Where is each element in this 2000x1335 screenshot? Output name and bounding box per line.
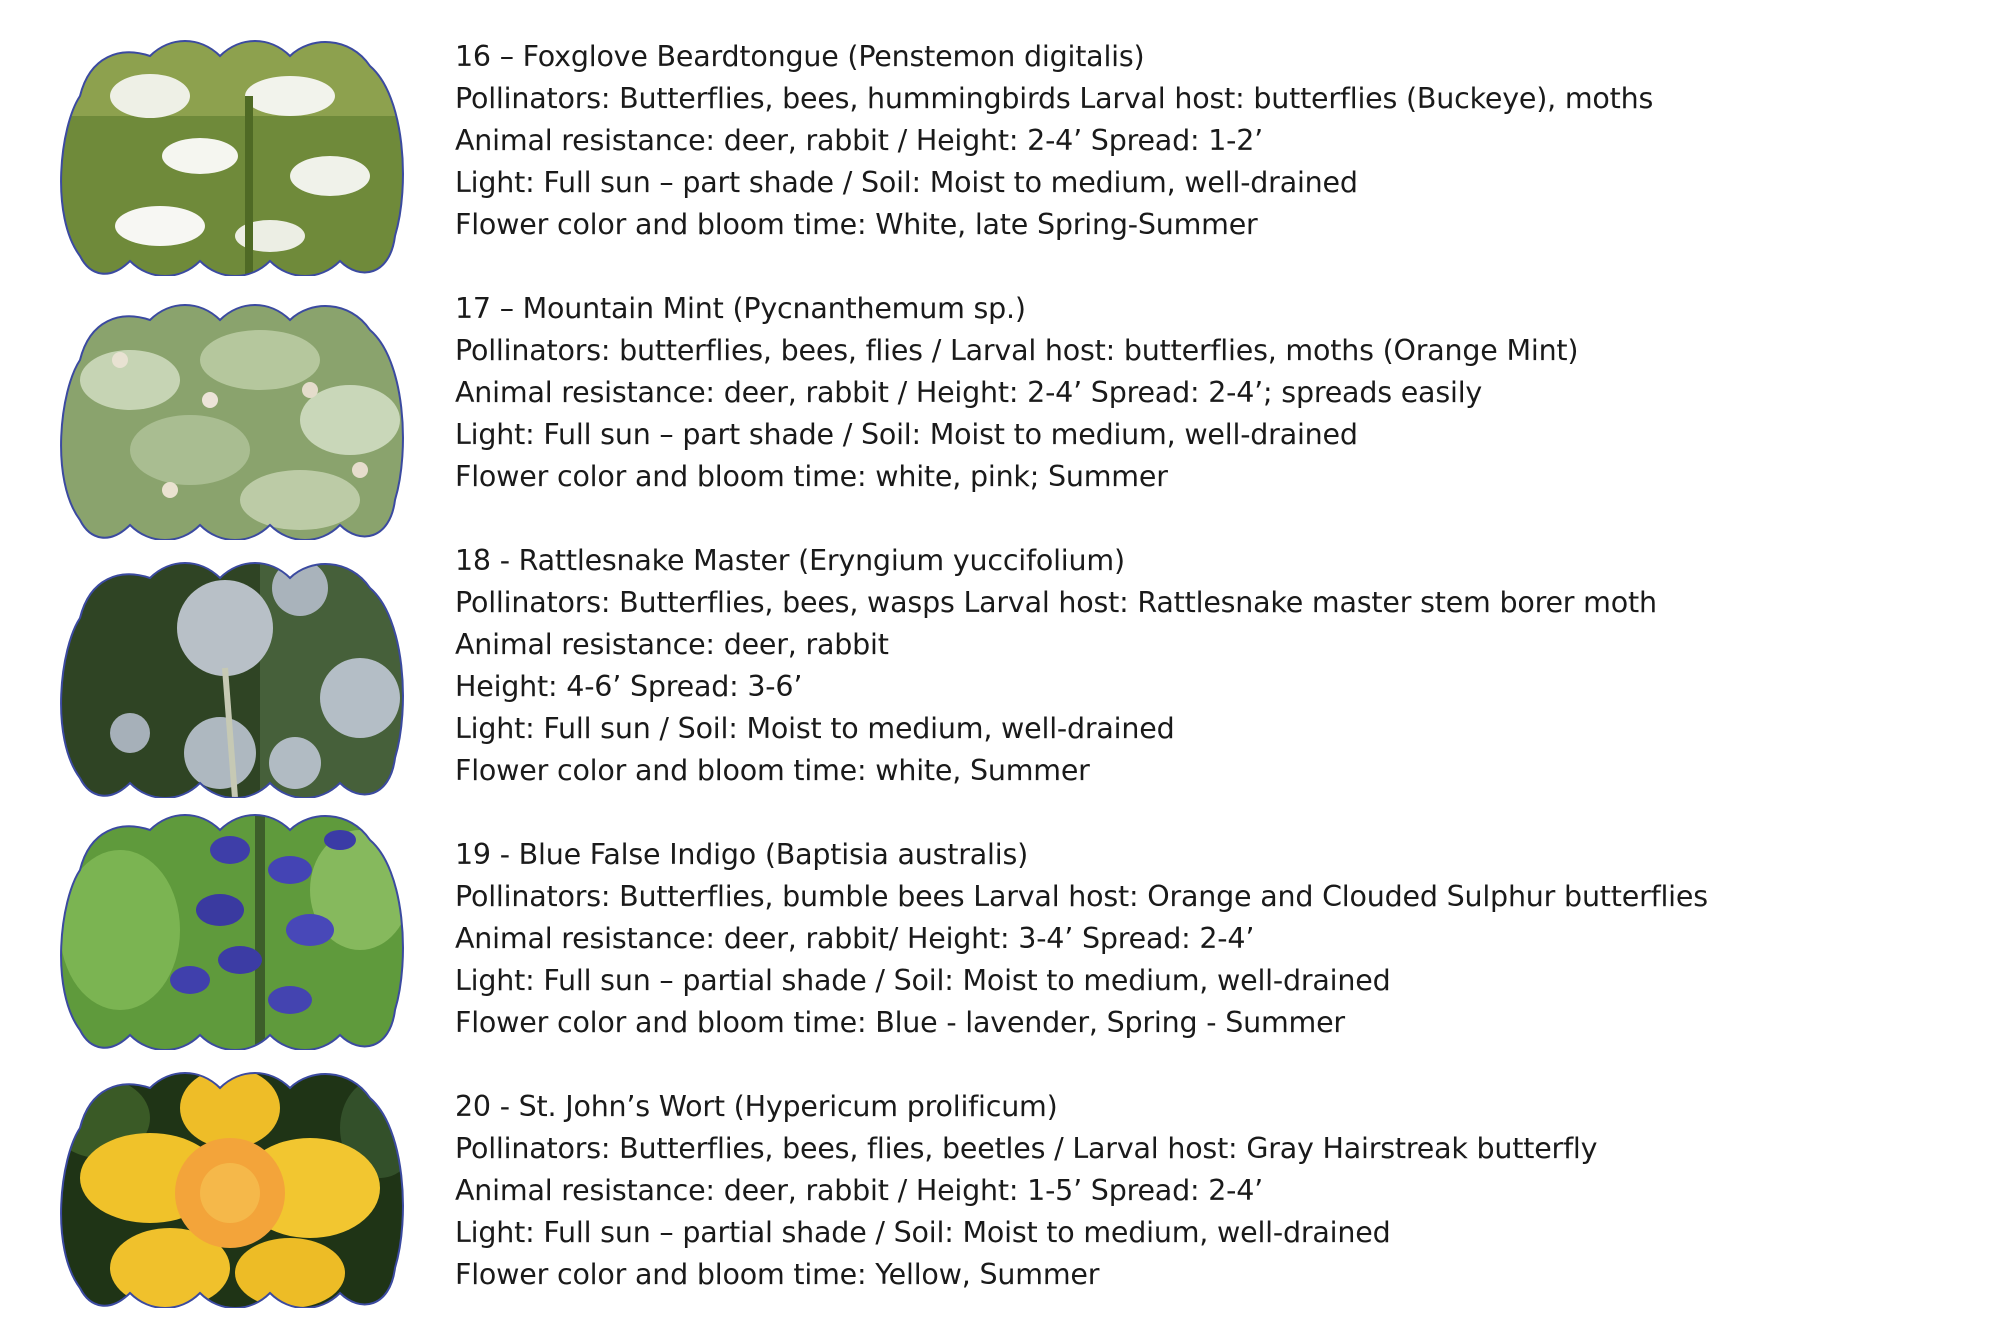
plant-bloom: Flower color and bloom time: Yellow, Summer xyxy=(455,1258,1100,1291)
plant-info xyxy=(455,36,1653,246)
plant-resistance-size: Animal resistance: deer, rabbit/ Height: 3-4’ Spread: 2-4’ xyxy=(455,922,1255,955)
plant-light-soil: Light: Full sun – part shade / Soil: Moist to medium, well-drained xyxy=(455,418,1358,451)
plant-info xyxy=(455,540,1657,792)
plant-bloom: Flower color and bloom time: Blue - lavender, Spring - Summer xyxy=(455,1006,1345,1039)
plant-resistance-size: Animal resistance: deer, rabbit / Height: 1-5’ Spread: 2-4’ xyxy=(455,1174,1264,1207)
rattlesnake-master-photo-icon xyxy=(60,558,410,798)
blue-false-indigo-photo-icon xyxy=(60,810,410,1050)
plant-pollinators: Pollinators: Butterflies, bumble bees Larval host: Orange and Clouded Sulphur butterflies xyxy=(455,880,1708,913)
plant-size: Height: 4-6’ Spread: 3-6’ xyxy=(455,670,803,703)
plant-pollinators: Pollinators: Butterflies, bees, hummingbirds Larval host: butterflies (Buckeye), moths xyxy=(455,82,1654,115)
plant-bloom: Flower color and bloom time: white, pink; Summer xyxy=(455,460,1168,493)
plant-resistance-size: Animal resistance: deer, rabbit / Height: 2-4’ Spread: 2-4’; spreads easily xyxy=(455,376,1483,409)
plant-bloom: Flower color and bloom time: white, Summer xyxy=(455,754,1090,787)
plant-title: 20 - St. John’s Wort (Hypericum prolificum) xyxy=(455,1090,1058,1123)
plant-light-soil: Light: Full sun – part shade / Soil: Moist to medium, well-drained xyxy=(455,166,1358,199)
plant-light-soil: Light: Full sun – partial shade / Soil: Moist to medium, well-drained xyxy=(455,1216,1391,1249)
plant-resistance-size: Animal resistance: deer, rabbit / Height: 2-4’ Spread: 1-2’ xyxy=(455,124,1264,157)
plant-info xyxy=(455,288,1578,498)
plant-title: 16 – Foxglove Beardtongue (Penstemon digitalis) xyxy=(455,40,1145,73)
plant-light-soil: Light: Full sun / Soil: Moist to medium, well-drained xyxy=(455,712,1175,745)
plant-resistance: Animal resistance: deer, rabbit xyxy=(455,628,889,661)
plant-bloom: Flower color and bloom time: White, late Spring-Summer xyxy=(455,208,1258,241)
plant-pollinators: Pollinators: Butterflies, bees, flies, beetles / Larval host: Gray Hairstreak butterfly xyxy=(455,1132,1598,1165)
foxglove-beardtongue-photo-icon xyxy=(60,36,410,276)
plant-light-soil: Light: Full sun – partial shade / Soil: Moist to medium, well-drained xyxy=(455,964,1391,997)
plant-title: 19 - Blue False Indigo (Baptisia australis) xyxy=(455,838,1029,871)
plant-title: 18 - Rattlesnake Master (Eryngium yuccifolium) xyxy=(455,544,1125,577)
plant-title: 17 – Mountain Mint (Pycnanthemum sp.) xyxy=(455,292,1026,325)
plant-pollinators: Pollinators: butterflies, bees, flies / Larval host: butterflies, moths (Orange Mint) xyxy=(455,334,1579,367)
mountain-mint-photo-icon xyxy=(60,300,410,540)
plant-info xyxy=(455,1086,1597,1296)
st-johns-wort-photo-icon xyxy=(60,1068,410,1308)
plant-info xyxy=(455,834,1708,1044)
plant-pollinators: Pollinators: Butterflies, bees, wasps Larval host: Rattlesnake master stem borer moth xyxy=(455,586,1657,619)
